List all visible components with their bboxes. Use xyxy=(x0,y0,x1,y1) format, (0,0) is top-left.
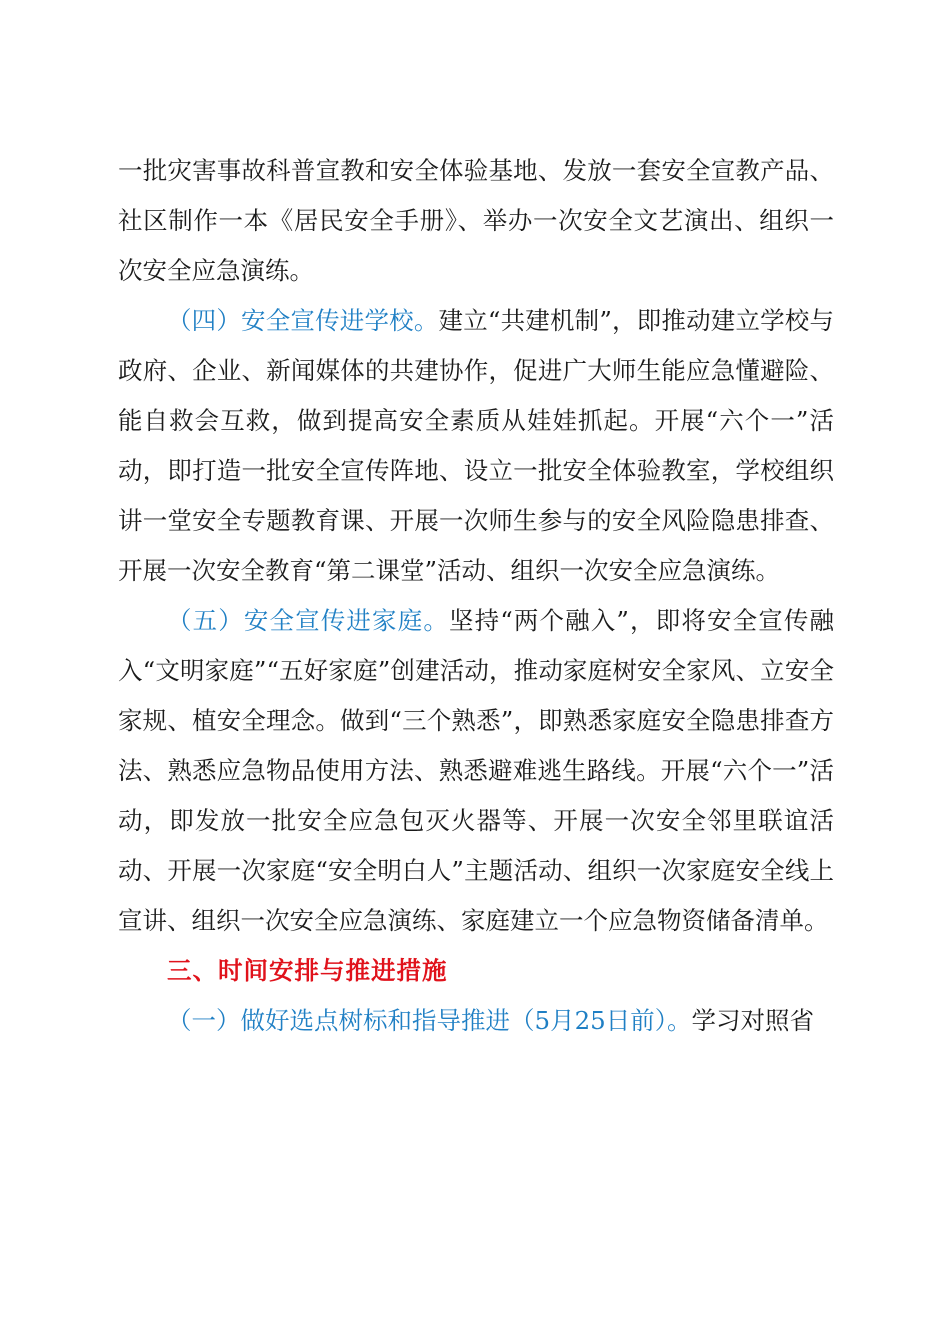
paragraph-school xyxy=(118,296,834,596)
document-body xyxy=(118,146,834,1046)
paragraph-text: 学习对照省 xyxy=(691,1006,815,1035)
subheading-family: （五）安全宣传进家庭。 xyxy=(167,606,449,635)
paragraph-family xyxy=(118,596,834,946)
subheading-school: （四）安全宣传进学校。 xyxy=(167,306,439,335)
paragraph-schedule xyxy=(118,996,834,1046)
paragraph-text: 建立“共建机制”，即推动建立学校与政府、企业、新闻媒体的共建协作，促进广大师生能应急懂避险、能自救会互救，做到提高安全素质从娃娃抓起。开展“六个一”活动，即打造一批安全宣传阵地、设立一批安全体验教室，学校组织讲一堂安全专题教育课、开展一次师生参与的安全风险隐患排查、开展一次安全教育“第二课堂”活动、组织一次安全应急演练。 xyxy=(118,306,834,585)
paragraph-text: 坚持“两个融入”，即将安全宣传融入“文明家庭”“五好家庭”创建活动，推动家庭树安全家风、立安全家规、植安全理念。做到“三个熟悉”，即熟悉家庭安全隐患排查方法、熟悉应急物品使用方法、熟悉避难逃生路线。开展“六个一”活动，即发放一批安全应急包灭火器等、开展一次安全邻里联谊活动、开展一次家庭“安全明白人”主题活动、组织一次家庭安全线上宣讲、组织一次安全应急演练、家庭建立一个应急物资储备清单。 xyxy=(118,606,834,935)
paragraph-text: 一批灾害事故科普宣教和安全体验基地、发放一套安全宣教产品、社区制作一本《居民安全手册》、举办一次安全文艺演出、组织一次安全应急演练。 xyxy=(118,156,834,285)
section-title: 三、时间安排与推进措施 xyxy=(167,956,448,985)
section-heading xyxy=(118,946,834,996)
paragraph-continuation xyxy=(118,146,834,296)
subheading-schedule: （一）做好选点树标和指导推进（5月25日前）。 xyxy=(167,1006,692,1035)
